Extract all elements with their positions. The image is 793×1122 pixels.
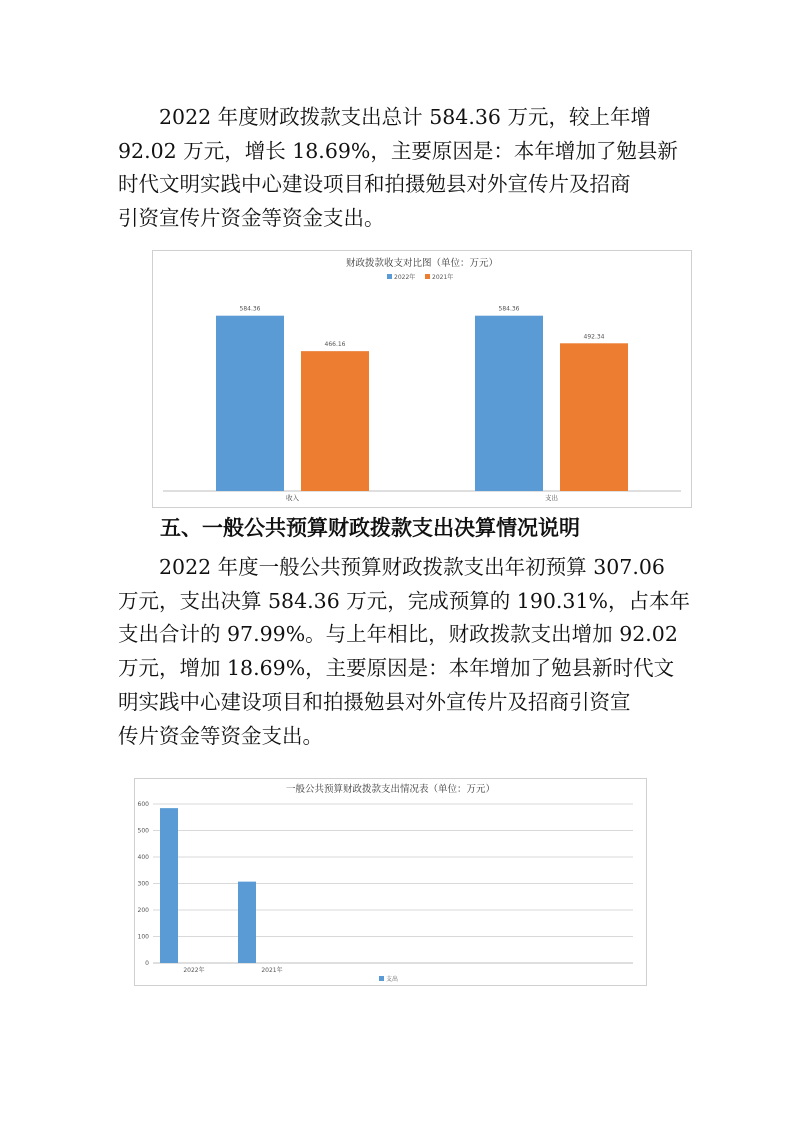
chart1-bar bbox=[475, 316, 543, 491]
chart1-data-label: 584.36 bbox=[498, 305, 520, 313]
chart2-legend-label: 支出 bbox=[386, 976, 399, 983]
text-line: 万元，支出决算 584.36 万元，完成预算的 190.31%，占本年 bbox=[118, 588, 690, 613]
text-line: 时代文明实践中心建设项目和拍摄勉县对外宣传片及招商 bbox=[118, 172, 631, 197]
chart2-legend-swatch bbox=[379, 976, 384, 981]
chart2-bar bbox=[160, 808, 178, 963]
chart2-category-label: 2021年 bbox=[261, 967, 283, 974]
chart1-bar bbox=[560, 343, 628, 491]
chart2-ytick-label: 100 bbox=[137, 933, 149, 941]
chart1-bar bbox=[216, 316, 284, 491]
chart2-ytick-label: 500 bbox=[137, 827, 149, 835]
text-line: 2022 年度财政拨款支出总计 584.36 万元，较上年增 bbox=[159, 105, 651, 129]
chart1-data-label: 584.36 bbox=[239, 305, 261, 313]
chart2-category-label: 2022年 bbox=[183, 967, 205, 974]
text-line: 明实践中心建设项目和拍摄勉县对外宣传片及招商引资宣 bbox=[118, 689, 631, 714]
text-line: 传片资金等资金支出。 bbox=[118, 723, 323, 748]
chart2-ytick-label: 300 bbox=[137, 880, 149, 888]
chart2-title: 一般公共预算财政拨款支出情况表（单位：万元） bbox=[285, 784, 496, 795]
text-line: 支出合计的 97.99%。与上年相比，财政拨款支出增加 92.02 bbox=[118, 622, 678, 647]
chart2-ytick-label: 600 bbox=[137, 801, 149, 808]
chart2-ytick-label: 0 bbox=[145, 960, 149, 967]
chart-income-expenditure bbox=[152, 250, 692, 508]
chart2-bar bbox=[238, 882, 256, 963]
paragraph-expenditure-total bbox=[118, 101, 678, 236]
chart1-legend-label: 2021年 bbox=[432, 274, 454, 281]
chart1-category-label: 支出 bbox=[545, 494, 558, 502]
chart1-legend-label: 2022年 bbox=[394, 274, 416, 281]
chart-general-budget bbox=[134, 778, 647, 986]
text-line: 万元，增加 18.69%，主要原因是：本年增加了勉县新时代文 bbox=[118, 656, 675, 681]
chart1-data-label: 466.16 bbox=[324, 341, 346, 349]
chart2-ytick-label: 400 bbox=[137, 854, 149, 861]
section-heading: 五、一般公共预算财政拨款支出决算情况说明 bbox=[160, 516, 580, 540]
text-line: 引资宣传片资金等资金支出。 bbox=[118, 206, 385, 231]
chart1-category-label: 收入 bbox=[286, 494, 299, 502]
chart1-bar bbox=[301, 351, 369, 491]
text-line: 92.02 万元，增长 18.69%，主要原因是：本年增加了勉县新 bbox=[118, 138, 678, 163]
chart1-legend-swatch bbox=[387, 274, 392, 279]
chart1-data-label: 492.34 bbox=[583, 333, 605, 341]
chart2-ytick-label: 200 bbox=[137, 907, 149, 914]
paragraph-general-budget bbox=[118, 551, 690, 753]
chart1-title: 财政拨款收支对比图（单位：万元） bbox=[345, 258, 499, 269]
chart2-svg bbox=[135, 779, 646, 985]
chart1-legend-swatch bbox=[425, 274, 430, 279]
chart1-svg bbox=[153, 251, 691, 507]
text-line: 2022 年度一般公共预算财政拨款支出年初预算 307.06 bbox=[159, 555, 665, 579]
